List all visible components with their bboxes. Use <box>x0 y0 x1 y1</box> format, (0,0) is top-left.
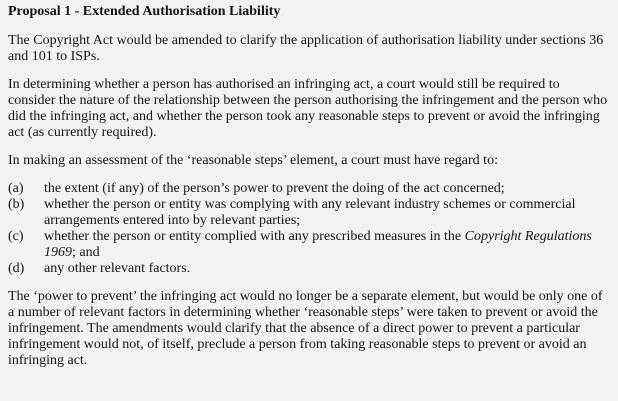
proposal-title: Proposal 1 - Extended Authorisation Liability <box>8 4 281 19</box>
list-item-label: (a) <box>8 181 24 196</box>
factor-list <box>8 181 610 277</box>
list-item <box>8 229 610 261</box>
list-item-text: whether the person or entity was complying with any relevant industry schemes or commercial arrangements entered into by relevant parties; <box>44 197 576 228</box>
list-item-text-before: whether the person or entity complied with any prescribed measures in the <box>44 229 465 244</box>
paragraph-power-to-prevent: The ‘power to prevent’ the infringing act would no longer be a separate element, but would be only one of a number of relevant factors in determining whether ‘reasonable steps’ were taken to prevent or avoid the infringement. The amendments would clarify that the absence of a direct power to prevent a particular infringement would not, of itself, preclude a person from taking reasonable steps to prevent or avoid an infringing act. <box>8 289 603 368</box>
list-item <box>8 261 610 277</box>
paragraph-amendment: The Copyright Act would be amended to clarify the application of authorisation liability under sections 36 and 101 to ISPs. <box>8 33 604 64</box>
list-item-label: (d) <box>8 261 25 276</box>
list-item-label: (c) <box>8 229 24 244</box>
list-item-text <box>44 229 610 261</box>
list-item <box>8 181 610 197</box>
list-item-label: (b) <box>8 197 25 212</box>
list-item-text: the extent (if any) of the person’s power to prevent the doing of the act concerned; <box>44 181 505 196</box>
paragraph-reasonable-steps: In making an assessment of the ‘reasonable steps’ element, a court must have regard to: <box>8 153 498 168</box>
list-item-text: any other relevant factors. <box>44 261 191 276</box>
regulations-title: Copyright Regulations 1969 <box>44 229 592 260</box>
list-item <box>8 197 610 229</box>
paragraph-determining: In determining whether a person has authorised an infringing act, a court would still be required to consider the nature of the relationship between the person authorising the infringement and the person who did the infringing act, and whether the person took any reasonable steps to prevent or avoid the infringing act (as currently required). <box>8 77 608 140</box>
list-item-text-after: ; and <box>72 245 100 260</box>
